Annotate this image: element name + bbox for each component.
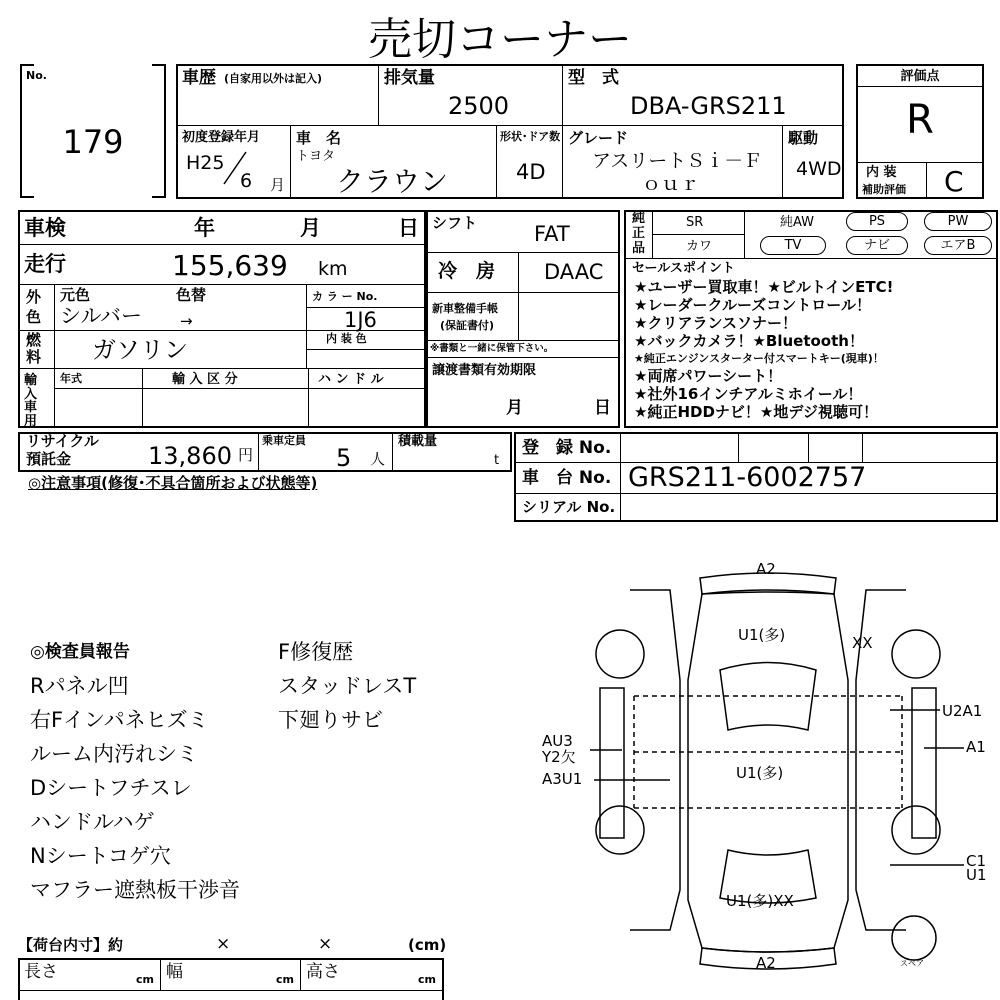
- color-code-label: カ ラ ー No.: [312, 290, 378, 303]
- page-title: 売切コーナー: [368, 14, 632, 65]
- cargo-x1: ×: [216, 934, 231, 954]
- car-maker: トヨタ: [296, 149, 336, 164]
- cargo-cm-1: cm: [136, 973, 154, 986]
- fuel-label2: 料: [26, 348, 42, 366]
- genuine-label1: 純: [632, 211, 646, 226]
- sales-line-3: ★クリアランスソナー！: [634, 314, 797, 332]
- warranty-note: ※書類と一緒に保管下さい。: [430, 343, 554, 354]
- cargo-cm-2: cm: [276, 973, 294, 986]
- left-fenders: [630, 590, 680, 930]
- diagram-top: A2: [756, 560, 776, 578]
- diagram-spare: スペア: [900, 959, 924, 968]
- lot-label: No.: [26, 69, 47, 82]
- first-reg-month: 6: [240, 170, 253, 192]
- grade-label: グレード: [568, 129, 629, 147]
- displacement-value: 2500: [448, 92, 510, 120]
- wheel-front-left: [596, 630, 644, 678]
- car-name: クラウン: [336, 165, 449, 198]
- interior-label2: 補助評価: [862, 183, 906, 196]
- inspector-right-3: 下廻りサビ: [278, 708, 383, 732]
- inspection-day: 日: [398, 216, 419, 240]
- cargo-table: [18, 958, 444, 1000]
- cargo-height: 高さ: [306, 962, 340, 982]
- panel-lines: [634, 696, 902, 808]
- transfer-month: 月: [506, 398, 523, 418]
- displacement-label: 排気量: [384, 68, 435, 88]
- orig-color-label: 元色: [60, 286, 91, 304]
- model-label: 型 式: [568, 68, 619, 88]
- cargo-unit: (cm): [408, 936, 447, 954]
- option-sr: SR: [686, 215, 704, 230]
- wheel-rear-right: [892, 806, 940, 854]
- ac-label: 冷 房: [438, 260, 496, 282]
- genuine-label3: 品: [632, 241, 646, 256]
- wheel-rear-left: [596, 806, 644, 854]
- diagram-rear: U1(多)XX: [726, 892, 794, 910]
- inspection-year: 年: [194, 216, 215, 240]
- diagram-left-2: Y2欠: [542, 748, 576, 766]
- inspection-label: 車検: [24, 216, 66, 240]
- transfer-day: 日: [594, 398, 611, 418]
- diagram-right-bot-1: C1: [966, 852, 987, 870]
- genuine-label2: 正: [632, 226, 646, 241]
- fuel-value: ガソリン: [92, 336, 188, 364]
- inspector-left-3: ルーム内汚れシミ: [30, 742, 198, 766]
- car-name-label: 車 名: [296, 129, 342, 147]
- inspection-month: 月: [300, 216, 321, 240]
- body-label: 形状･ドア数: [500, 130, 561, 143]
- sales-line-7: ★社外16インチアルミホイール！: [634, 385, 863, 403]
- sales-line-6: ★両席パワーシート！: [634, 367, 783, 385]
- mileage-unit: km: [318, 258, 348, 280]
- load-unit: t: [494, 453, 500, 468]
- ac-value: DAAC: [544, 260, 604, 284]
- warranty-label2: (保証書付): [440, 319, 495, 332]
- inspector-left-5: ハンドルハゲ: [30, 810, 155, 834]
- import-kind-label: 輸 入 区 分: [172, 372, 238, 387]
- notes-label: ◎注意事項(修復･不具合箇所および状態等): [28, 474, 318, 492]
- option-leather: カワ: [686, 239, 713, 254]
- inspector-label: ◎検査員報告: [30, 642, 130, 662]
- mileage-value: 155,639: [172, 249, 288, 282]
- recycle-value: 13,860: [148, 442, 232, 470]
- exterior-color: シルバー: [60, 304, 143, 328]
- first-reg-year: H25: [186, 152, 225, 174]
- diagram-bottom: A2: [756, 954, 776, 972]
- option-airbag: エアB: [924, 236, 992, 255]
- cargo-label: 【荷台内寸】約: [18, 936, 124, 954]
- diagram-left-1: AU3: [542, 732, 573, 750]
- first-reg-month-unit: 月: [270, 176, 286, 194]
- inspector-left-7: マフラー遮熱板干渉音: [30, 878, 240, 902]
- chassis-label: 車 台 No.: [522, 468, 612, 488]
- rating-label: 評価点: [900, 69, 940, 84]
- body-value: 4D: [516, 160, 546, 184]
- interior-label1: 内 装: [866, 165, 897, 180]
- sales-label: セールスポイント: [632, 261, 735, 276]
- warranty-label1: 新車整備手帳: [432, 302, 498, 315]
- color-arrow: →: [180, 312, 193, 330]
- first-reg-label: 初度登録年月: [182, 130, 261, 145]
- diagram-front-right: XX: [852, 634, 873, 652]
- capacity-value: 5: [336, 444, 352, 472]
- color-change-label: 色替: [176, 286, 207, 304]
- cargo-width: 幅: [166, 962, 183, 982]
- diagram-front: U1(多): [738, 626, 786, 644]
- diagram-right-mid: A1: [966, 738, 986, 756]
- sales-line-5: ★純正エンジンスターター付スマートキー(現車)！: [634, 352, 884, 365]
- history-label: 車歴: [182, 68, 216, 88]
- lot-number: 179: [62, 123, 124, 161]
- option-tv: TV: [760, 236, 826, 255]
- recycle-unit: 円: [238, 446, 254, 464]
- cargo-cm-3: cm: [418, 973, 436, 986]
- capacity-label: 乗車定員: [262, 434, 306, 447]
- wheel-front-right: [892, 630, 940, 678]
- inspector-left-2: 右Fインパネヒズミ: [30, 708, 209, 732]
- import-year-label: 年式: [60, 372, 82, 385]
- interior-color-label: 内 装 色: [326, 332, 367, 345]
- spare-wheel: [892, 916, 936, 960]
- inspector-right-1: F修復歴: [278, 640, 354, 664]
- drive-value: 4WD: [796, 158, 842, 180]
- fuel-label1: 燃: [26, 331, 42, 349]
- sales-line-1: ★ユーザー買取車！★ビルトインETC!: [634, 278, 894, 296]
- capacity-unit: 人: [370, 450, 386, 468]
- rating-value: R: [906, 97, 934, 143]
- diagram-center: U1(多): [736, 764, 784, 782]
- mileage-label: 走行: [24, 252, 66, 276]
- drive-label: 駆動: [788, 129, 819, 147]
- registration-label: 登 録 No.: [522, 438, 612, 458]
- inspector-left-1: Rパネル凹: [30, 674, 129, 698]
- chassis-value: GRS211-6002757: [628, 462, 867, 493]
- left-door-strip: [600, 688, 624, 838]
- shift-label: シフト: [432, 214, 478, 232]
- recycle-label2: 預託金: [26, 450, 72, 468]
- model-value: DBA-GRS211: [630, 92, 787, 120]
- interior-value: C: [944, 165, 964, 198]
- recycle-label1: リサイクル: [26, 432, 99, 450]
- transfer-label: 譲渡書類有効期限: [432, 363, 537, 378]
- inspector-left-4: Dシートフチスレ: [30, 776, 192, 800]
- option-ps: PS: [846, 212, 908, 231]
- option-pw: PW: [924, 212, 992, 231]
- color-code: 1J6: [344, 308, 377, 332]
- cargo-length: 長さ: [24, 962, 58, 982]
- sales-line-4: ★バックカメラ！★Bluetooth！: [634, 332, 864, 350]
- diagram-right-bot-2: U1: [966, 866, 987, 884]
- option-aw: 純AW: [780, 215, 815, 230]
- diagram-right-top: U2A1: [942, 702, 983, 720]
- option-navi: ナビ: [846, 236, 908, 255]
- grade-line2: ｏｕｒ: [642, 173, 700, 195]
- lot-box: [20, 64, 166, 198]
- history-note: (自家用以外は記入): [224, 72, 323, 85]
- cargo-x2: ×: [318, 934, 333, 954]
- diagram-left-3: A3U1: [542, 770, 583, 788]
- import-label: 輸入車用: [24, 373, 38, 429]
- shift-value: FAT: [534, 222, 570, 246]
- exterior-label2: 色: [26, 308, 42, 326]
- inspector-right-2: スタッドレスT: [278, 674, 417, 698]
- sales-line-2: ★レーダークルーズコントロール！: [634, 296, 871, 314]
- handle-label: ハ ン ド ル: [318, 372, 384, 387]
- load-label: 積載量: [398, 434, 438, 449]
- exterior-label1: 外: [26, 288, 42, 306]
- serial-label: シリアル No.: [522, 498, 616, 516]
- grade-line1: アスリートＳｉ－Ｆ: [592, 150, 763, 172]
- sales-line-8: ★純正HDDナビ！★地デジ視聴可！: [634, 403, 879, 421]
- inspector-left-6: Nシートコゲ穴: [30, 844, 171, 868]
